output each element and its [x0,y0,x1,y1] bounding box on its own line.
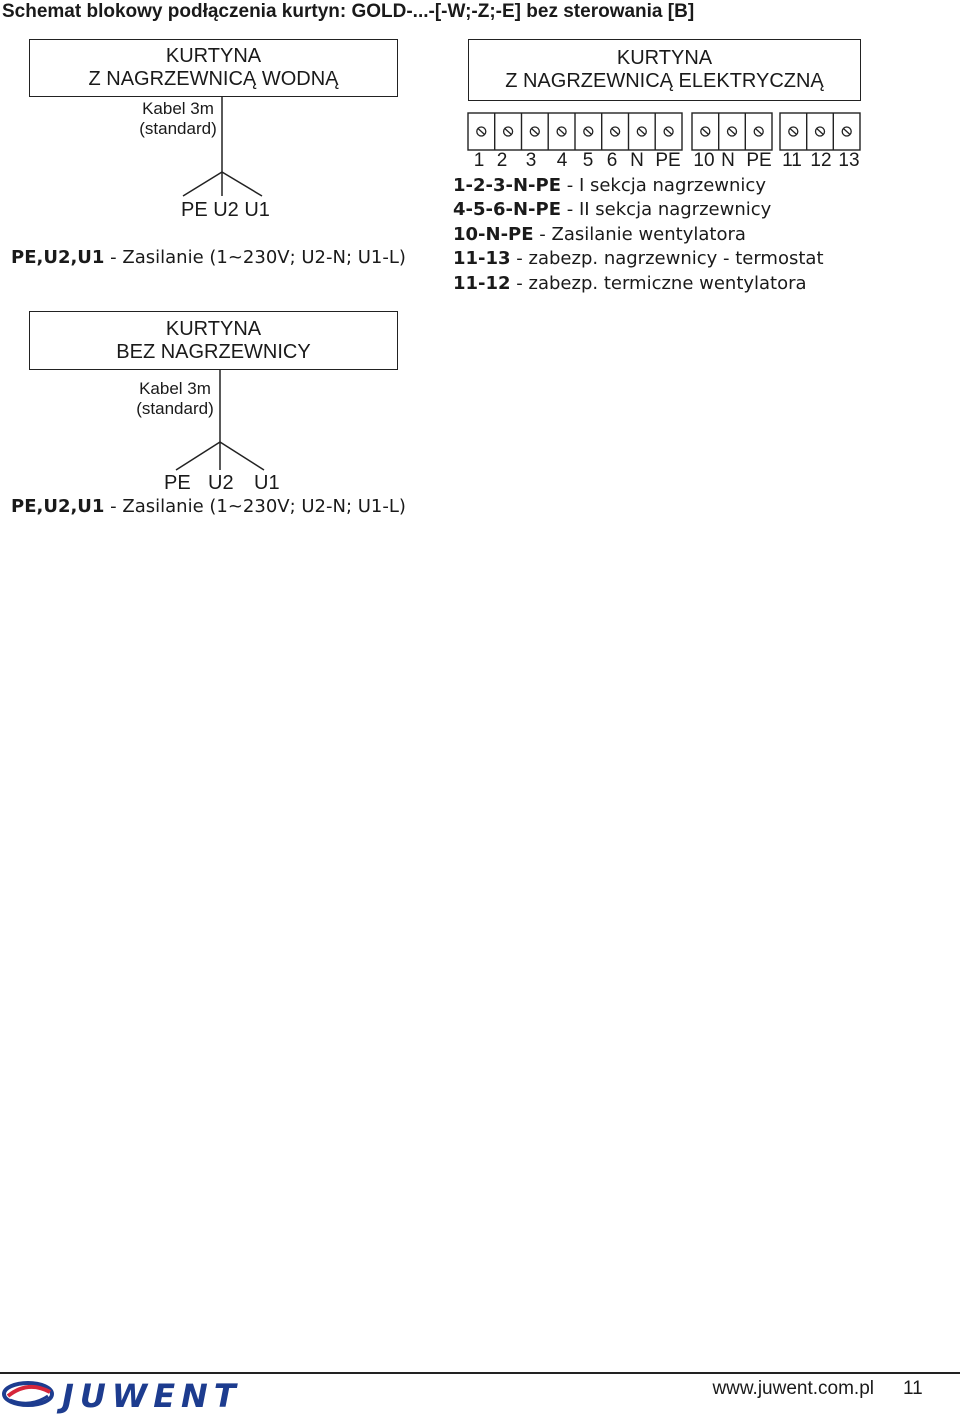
footer-divider [0,1372,960,1374]
terminal-label: 11 [782,150,802,171]
legend-row [453,224,746,245]
water-wires-label: PE U2 U1 [181,199,270,221]
noheater-curtain-line1: KURTYNA [165,317,262,340]
noheater-wire-u1-label: U1 [254,472,280,494]
noheater-cable-length: Kabel 3m [139,379,211,398]
noheater-wire-u1 [220,442,264,470]
noheater-wire-u2-label: U2 [208,472,234,494]
noheater-curtain-line2: BEZ NAGRZEWNICY [116,340,311,363]
legend-text: - II sekcja nagrzewnicy [561,199,772,220]
legend-text: - Zasilanie wentylatora [533,224,746,245]
water-wire-pe [183,172,222,196]
legend-row [453,248,824,269]
terminal-label: N [630,150,644,171]
water-cable-label [108,99,248,139]
terminal-label: 5 [582,150,594,171]
terminal-label: 4 [556,150,568,171]
legend-text: - zabezp. termiczne wentylatora [510,273,807,294]
water-supply-note [11,247,406,268]
legend-text: - I sekcja nagrzewnicy [561,175,766,196]
water-curtain-line1: KURTYNA [165,45,262,67]
terminal-label: 6 [606,150,618,171]
water-wire-u1 [222,172,262,196]
noheater-supply-note [11,496,406,517]
legend-key: 4-5-6-N-PE [453,199,562,220]
terminal-block-heater [468,113,682,150]
juwent-logo-swirl-icon [4,1383,52,1405]
water-curtain-line2: Z NAGRZEWNICĄ WODNĄ [88,68,339,90]
water-cable-standard: (standard) [139,119,217,138]
legend-key: 10-N-PE [453,224,534,245]
terminal-label: 2 [496,150,508,171]
terminal-label: 13 [838,150,860,171]
water-supply-text: - Zasilanie (1~230V; U2-N; U1-L) [104,247,406,268]
legend-key: 11-12 [453,273,511,294]
legend-row [453,273,807,294]
terminal-screws-protection [789,127,851,136]
page-number: 11 [903,1378,923,1399]
legend-key: 11-13 [453,248,511,269]
water-supply-key: PE,U2,U1 [11,247,105,268]
legend-row [453,175,766,196]
water-curtain-box [29,39,398,97]
terminal-label: 3 [525,150,537,171]
legend-row [453,199,771,220]
legend-key: 1-2-3-N-PE [453,175,562,196]
terminal-label: 10 [693,150,715,171]
noheater-cable-label [105,379,245,419]
terminal-label: 12 [810,150,832,171]
noheater-supply-text: - Zasilanie (1~230V; U2-N; U1-L) [104,496,406,517]
water-cable-length: Kabel 3m [142,99,214,118]
legend-text: - zabezp. nagrzewnicy - termostat [510,248,824,269]
noheater-wire-pe [176,442,220,470]
terminal-label: PE [655,150,681,171]
footer-url[interactable]: www.juwent.com.pl [712,1378,874,1399]
terminal-label: 1 [473,150,485,171]
electric-curtain-box [468,39,861,101]
noheater-supply-key: PE,U2,U1 [11,496,105,517]
terminal-screws-fan [701,127,763,136]
electric-curtain-line1: KURTYNA [616,47,713,69]
noheater-wire-pe-label: PE [164,472,191,494]
noheater-curtain-box [29,311,398,370]
terminal-label: N [721,150,735,171]
terminal-label: PE [746,150,772,171]
page-title: Schemat blokowy podłączenia kurtyn: GOLD-...-[-W;-Z;-E] bez sterowania [B] [2,1,695,22]
noheater-cable-standard: (standard) [136,399,214,418]
electric-curtain-line2: Z NAGRZEWNICĄ ELEKTRYCZNĄ [505,70,824,92]
brand-logo: JUWENT [62,1377,242,1415]
